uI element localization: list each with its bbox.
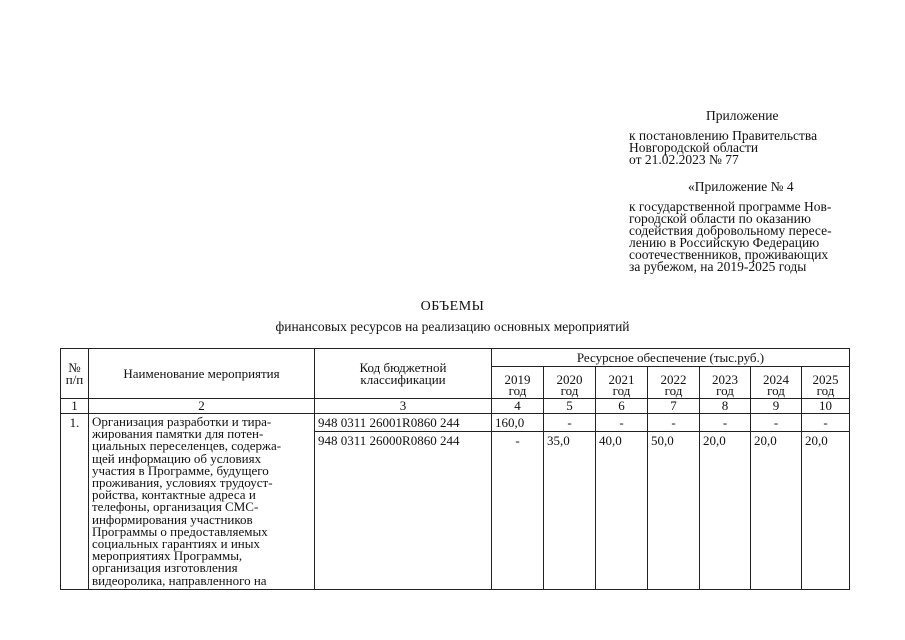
col-header-number-line: № xyxy=(68,359,81,375)
funding-table xyxy=(60,348,850,590)
year-value: 2019 xyxy=(504,371,531,387)
decree-line: от 21.02.2023 № 77 xyxy=(629,152,739,167)
measure-name-line: ройства, контактные адреса и xyxy=(92,487,256,503)
appendix-title-text: Приложение xyxy=(706,108,779,123)
measure-name-line: организация изготовления xyxy=(92,560,238,576)
column-number: 8 xyxy=(700,399,751,414)
column-numbers-row xyxy=(61,399,850,414)
col-header-number-line: п/п xyxy=(65,371,84,387)
row-number: 1. xyxy=(61,414,89,590)
year-value: 2025 xyxy=(812,371,839,387)
year-header xyxy=(751,367,802,399)
year-word: год xyxy=(767,382,785,398)
program-line: за рубежом, на 2019-2025 годы xyxy=(629,259,807,274)
decree-line: Новгородской области xyxy=(629,140,759,155)
value-cell: - xyxy=(544,414,596,432)
measure-name-line: участия в Программе, будущего xyxy=(92,462,269,478)
decree-line: к постановлению Правительства xyxy=(629,128,818,143)
document-title: ОБЪЕМЫ xyxy=(420,299,485,314)
value-cell: 20,0 xyxy=(751,432,802,590)
column-number: 5 xyxy=(544,399,596,414)
appendix-4-title xyxy=(688,181,794,193)
measure-name-line: щей информацию об условиях xyxy=(92,450,262,466)
col-header-code-line: Код бюджетной xyxy=(359,359,447,375)
program-line: городской области по оказанию xyxy=(629,211,811,226)
year-word: год xyxy=(612,382,631,398)
year-value: 2023 xyxy=(712,371,738,387)
column-number: 3 xyxy=(315,399,492,414)
measure-name-line: циальных переселенцев, содержа- xyxy=(92,438,282,454)
column-number: 2 xyxy=(89,399,315,414)
value-cell: - xyxy=(596,414,648,432)
value-cell: - xyxy=(492,432,544,590)
value-cell: 20,0 xyxy=(700,432,751,590)
program-line: к государственной программе Нов- xyxy=(629,199,832,214)
col-header-code-line: классификации xyxy=(360,371,446,387)
year-value: 2020 xyxy=(556,371,583,387)
year-header xyxy=(700,367,751,399)
value-cell: 20,0 xyxy=(802,432,850,590)
measure-name-line: Организация разработки и тира- xyxy=(92,414,272,429)
column-number: 4 xyxy=(492,399,544,414)
measure-name-line: информирования участников xyxy=(92,511,253,527)
program-reference xyxy=(629,201,832,273)
year-value: 2024 xyxy=(763,371,789,387)
column-number: 6 xyxy=(596,399,648,414)
program-line: соотечественников, проживающих xyxy=(629,247,829,262)
col-header-name: Наименование мероприятия xyxy=(89,349,315,399)
value-cell: - xyxy=(700,414,751,432)
measure-name-line: телефоны, организация СМС- xyxy=(92,499,259,515)
appendix-4-title-text: «Приложение № 4 xyxy=(688,179,794,194)
budget-code: 948 0311 26000R0860 244 xyxy=(315,432,492,590)
year-word: год xyxy=(816,382,835,398)
measure-name-line: мероприятиях Программы, xyxy=(92,548,243,564)
col-header-code xyxy=(315,349,492,399)
year-header xyxy=(648,367,700,399)
column-number: 1 xyxy=(61,399,89,414)
measure-name-line: жирования памятки для потен- xyxy=(92,426,264,442)
budget-code: 948 0311 26001R0860 244 xyxy=(315,414,492,432)
year-word: год xyxy=(716,382,734,398)
value-cell: 35,0 xyxy=(544,432,596,590)
value-cell: 50,0 xyxy=(648,432,700,590)
measure-name-line: проживания, условиях трудоуст- xyxy=(92,475,273,491)
year-word: год xyxy=(508,382,527,398)
year-header xyxy=(802,367,850,399)
year-word: год xyxy=(664,382,683,398)
value-cell: - xyxy=(648,414,700,432)
col-header-number xyxy=(61,349,89,399)
measure-name-line: видеоролика, направленного на xyxy=(92,572,267,588)
decree-reference xyxy=(629,130,817,166)
value-cell: 40,0 xyxy=(596,432,648,590)
value-cell: - xyxy=(751,414,802,432)
year-header xyxy=(596,367,648,399)
column-number: 7 xyxy=(648,399,700,414)
column-number: 10 xyxy=(802,399,850,414)
measure-name-line: социальных гарантиях и иных xyxy=(92,536,260,552)
measure-name xyxy=(89,414,315,590)
year-value: 2022 xyxy=(660,371,687,387)
column-number: 9 xyxy=(751,399,802,414)
table-row xyxy=(61,414,850,432)
measure-name-line: Программы о предоставляемых xyxy=(92,523,268,539)
appendix-title xyxy=(706,110,778,122)
col-header-resources: Ресурсное обеспечение (тыс.руб.) xyxy=(492,349,850,367)
value-cell: 160,0 xyxy=(492,414,544,432)
year-value: 2021 xyxy=(608,371,635,387)
program-line: лению в Российскую Федерацию xyxy=(629,235,820,250)
value-cell: - xyxy=(802,414,850,432)
year-word: год xyxy=(560,382,579,398)
year-header xyxy=(544,367,596,399)
document-subtitle: финансовых ресурсов на реализацию основных мероприятий xyxy=(275,319,630,334)
year-header xyxy=(492,367,544,399)
program-line: содействия добровольному пересе- xyxy=(629,223,832,238)
